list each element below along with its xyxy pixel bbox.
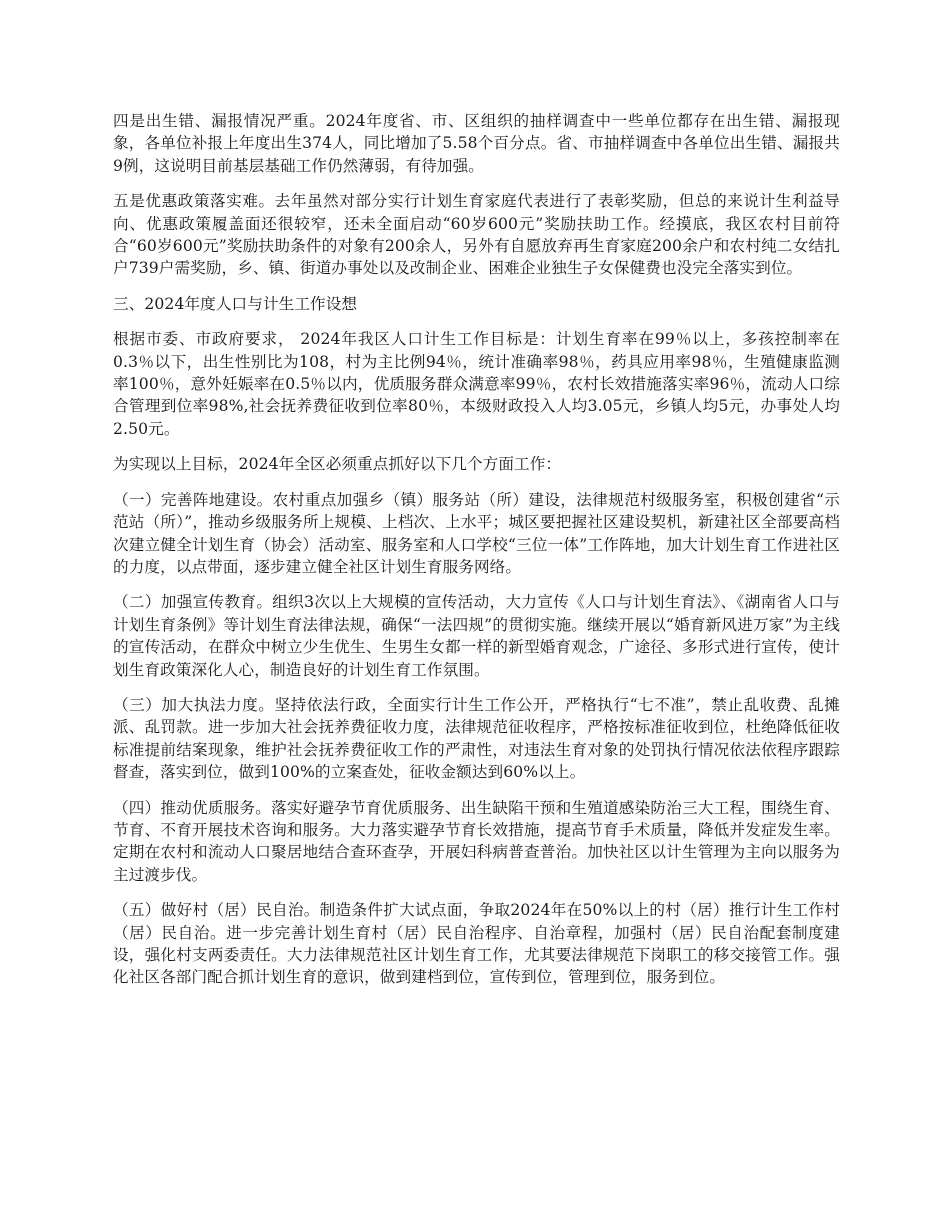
paragraph-village-self-governance: （五）做好村（居）民自治。制造条件扩大试点面，争取2024年在50%以上的村（居）推行计生工作村（居）民自治。进一步完善计划生育村（居）民自治程序、自治章程，加强村（居）民自治配套制度建设，强化村支两委责任。大力法律规范社区计划生育工作，尤其要法律规范下岗职工的移交接管工作。强化社区各部门配合抓计划生育的意识，做到建档到位，宣传到位，管理到位，服务到位。 — [113, 901, 840, 987]
paragraph-preferential-policy: 五是优惠政策落实难。去年虽然对部分实行计划生育家庭代表进行了表彰奖励，但总的来说计生利益导向、优惠政策履盖面还很较窄，还未全面启动“60岁600元”奖励扶助工作。经摸底，我区农村目前符合“60岁600元”奖励扶助条件的对象有200余人，另外有自愿放弃再生育家庭200余户和农村纯二女结扎户739户需奖励，乡、镇、街道办事处以及改制企业、困难企业独生子女保健费也没完全落实到位。 — [113, 192, 840, 278]
paragraph-quality-service: （四）推动优质服务。落实好避孕节育优质服务、出生缺陷干预和生殖道感染防治三大工程，围绕生育、节育、不育开展技术咨询和服务。大力落实避孕节育长效措施，提高节育手术质量，降低并发症发生率。定期在农村和流动人口聚居地结合查环查孕，开展妇科病普查普治。加快社区以计生管理为主向以服务为主过渡步伐。 — [113, 798, 840, 884]
section-heading-2024-plan: 三、2024年度人口与计生工作设想 — [113, 294, 358, 313]
paragraph-work-targets: 根据市委、市政府要求， 2024年我区人口计生工作目标是：计划生育率在99％以上，多孩控制率在0.3％以下，出生性别比为108，村为主比例94％，统计准确率98％，药具应用率98％，生殖健康监测率100％，意外妊娠率在0.5％以内，优质服务群众满意率99％，农村长效措施落实率96％，流动人口综合管理到位率98%,社会抚养费征收到位率80％，本级财政投入人均3.05元，乡镇人均5元，办事处人均2.50元。 — [113, 330, 840, 438]
paragraph-publicity-education: （二）加强宣传教育。组织3次以上大规模的宣传活动，大力宣传《人口与计划生育法》、《湖南省人口与计划生育条例》等计划生育法律法规，确保“一法四规”的贯彻实施。继续开展以“婚育新风进万家”为主线的宣传活动，在群众中树立少生优生、生男生女都一样的新型婚育观念，广途径、多形式进行宣传，使计划生育政策深化人心，制造良好的计划生育工作氛围。 — [113, 593, 840, 679]
paragraph-base-construction: （一）完善阵地建设。农村重点加强乡（镇）服务站（所）建设，法律规范村级服务室，积极创建省“示范站（所）”，推动乡级服务所上规模、上档次、上水平；城区要把握社区建设契机，新建社区全部要高档次建立健全计划生育（协会）活动室、服务室和人口学校“三位一体”工作阵地，加大计划生育工作进社区的力度，以点带面，逐步建立健全社区计划生育服务网络。 — [113, 490, 840, 576]
paragraph-key-tasks-intro: 为实现以上目标，2024年全区必须重点抓好以下几个方面工作： — [113, 455, 562, 474]
paragraph-law-enforcement: （三）加大执法力度。坚持依法行政，全面实行计生工作公开，严格执行“七不准”，禁止乱收费、乱摊派、乱罚款。进一步加大社会抚养费征收力度，法律规范征收程序，严格按标准征收到位，杜绝降低征收标准提前结案现象，维护社会抚养费征收工作的严肃性，对违法生育对象的处罚执行情况依法依程序跟踪督查，落实到位，做到100%的立案查处，征收金额达到60%以上。 — [113, 695, 840, 782]
document-body — [113, 110, 840, 1002]
paragraph-birth-underreporting: 四是出生错、漏报情况严重。2024年度省、市、区组织的抽样调查中一些单位都存在出生错、漏报现象，各单位补报上年度出生374人，同比增加了5.58个百分点。省、市抽样调查中各单位出生错、漏报共9例，这说明目前基层基础工作仍然薄弱，有待加强。 — [113, 112, 840, 175]
